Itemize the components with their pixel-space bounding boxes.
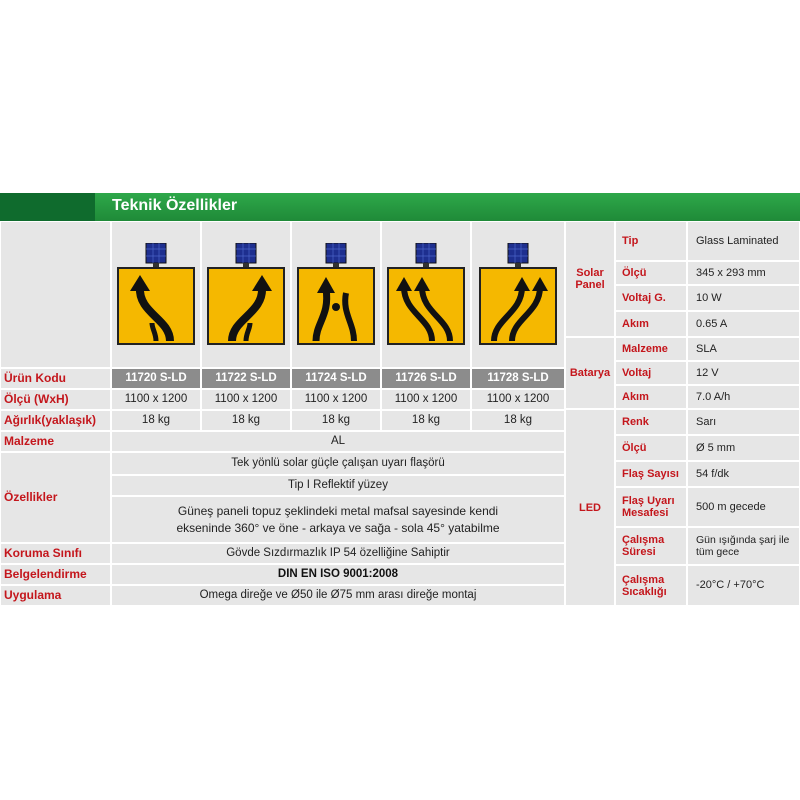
led-size-value: Ø 5 mm	[687, 435, 800, 461]
product-weight-4: 18 kg	[381, 410, 471, 431]
led-color-value: Sarı	[687, 409, 800, 435]
label-weight: Ağırlık(yaklaşık)	[0, 410, 111, 431]
led-work-time-label: Çalışma Süresi	[615, 527, 687, 565]
product-sign-1	[116, 243, 196, 347]
material-value: AL	[111, 431, 565, 452]
product-size-4: 1100 x 1200	[381, 389, 471, 410]
battery-voltage-label: Voltaj	[615, 361, 687, 385]
battery-current-label: Akım	[615, 385, 687, 409]
feature-2: Tip I Reflektif yüzey	[111, 475, 565, 496]
solar-voltage-value: 10 W	[687, 285, 800, 311]
product-sign-4	[386, 243, 466, 347]
solar-size-label: Ölçü	[615, 261, 687, 285]
battery-material-value: SLA	[687, 337, 800, 361]
product-code-1: 11720 S-LD	[111, 368, 201, 389]
led-color-label: Renk	[615, 409, 687, 435]
label-features: Özellikler	[0, 452, 111, 543]
product-weight-5: 18 kg	[471, 410, 565, 431]
led-size-label: Ölçü	[615, 435, 687, 461]
product-size-5: 1100 x 1200	[471, 389, 565, 410]
led-flash-distance-label: Flaş Uyarı Mesafesi	[615, 487, 687, 527]
label-material: Malzeme	[0, 431, 111, 452]
led-work-time-value: Gün ışığında şarj ile tüm gece	[687, 527, 800, 565]
battery-current-value: 7.0 A/h	[687, 385, 800, 409]
product-weight-2: 18 kg	[201, 410, 291, 431]
led-temperature-value: -20°C / +70°C	[687, 565, 800, 606]
solar-voltage-label: Voltaj G.	[615, 285, 687, 311]
product-size-1: 1100 x 1200	[111, 389, 201, 410]
led-temperature-label: Çalışma Sıcaklığı	[615, 565, 687, 606]
product-sign-5	[478, 243, 558, 347]
led-flash-distance-value: 500 m gecede	[687, 487, 800, 527]
battery-material-label: Malzeme	[615, 337, 687, 361]
product-sign-2	[206, 243, 286, 347]
label-certification: Belgelendirme	[0, 564, 111, 585]
page-title: Teknik Özellikler	[112, 197, 238, 214]
label-size: Ölçü (WxH)	[0, 389, 111, 410]
group-battery: Batarya	[565, 337, 615, 409]
product-code-3: 11724 S-LD	[291, 368, 381, 389]
led-flash-count-label: Flaş Sayısı	[615, 461, 687, 487]
feature-3: Güneş paneli topuz şeklindeki metal mafsal sayesinde kendi ekseninde 360° ve öne - arkaya ve sağa - sola 45° yatabilme	[111, 496, 565, 543]
group-led: LED	[565, 409, 615, 606]
product-code-5: 11728 S-LD	[471, 368, 565, 389]
led-flash-count-value: 54 f/dk	[687, 461, 800, 487]
feature-1: Tek yönlü solar güçle çalışan uyarı flaşörü	[111, 452, 565, 475]
solar-current-value: 0.65 A	[687, 311, 800, 337]
solar-type-value: Glass Laminated	[687, 221, 800, 261]
solar-current-label: Akım	[615, 311, 687, 337]
label-protection: Koruma Sınıfı	[0, 543, 111, 564]
product-code-4: 11726 S-LD	[381, 368, 471, 389]
solar-type-label: Tip	[615, 221, 687, 261]
product-size-2: 1100 x 1200	[201, 389, 291, 410]
product-weight-3: 18 kg	[291, 410, 381, 431]
battery-voltage-value: 12 V	[687, 361, 800, 385]
application-value: Omega direğe ve Ø50 ile Ø75 mm arası direğe montaj	[111, 585, 565, 606]
product-sign-3	[296, 243, 376, 347]
certification-value: DIN EN ISO 9001:2008	[111, 564, 565, 585]
product-weight-1: 18 kg	[111, 410, 201, 431]
label-application: Uygulama	[0, 585, 111, 606]
protection-value: Gövde Sızdırmazlık IP 54 özelliğine Sahiptir	[111, 543, 565, 564]
product-size-3: 1100 x 1200	[291, 389, 381, 410]
group-solar-panel: Solar Panel	[565, 221, 615, 337]
solar-size-value: 345 x 293 mm	[687, 261, 800, 285]
label-code: Ürün Kodu	[0, 368, 111, 389]
image-label-cell	[0, 221, 111, 368]
product-code-2: 11722 S-LD	[201, 368, 291, 389]
